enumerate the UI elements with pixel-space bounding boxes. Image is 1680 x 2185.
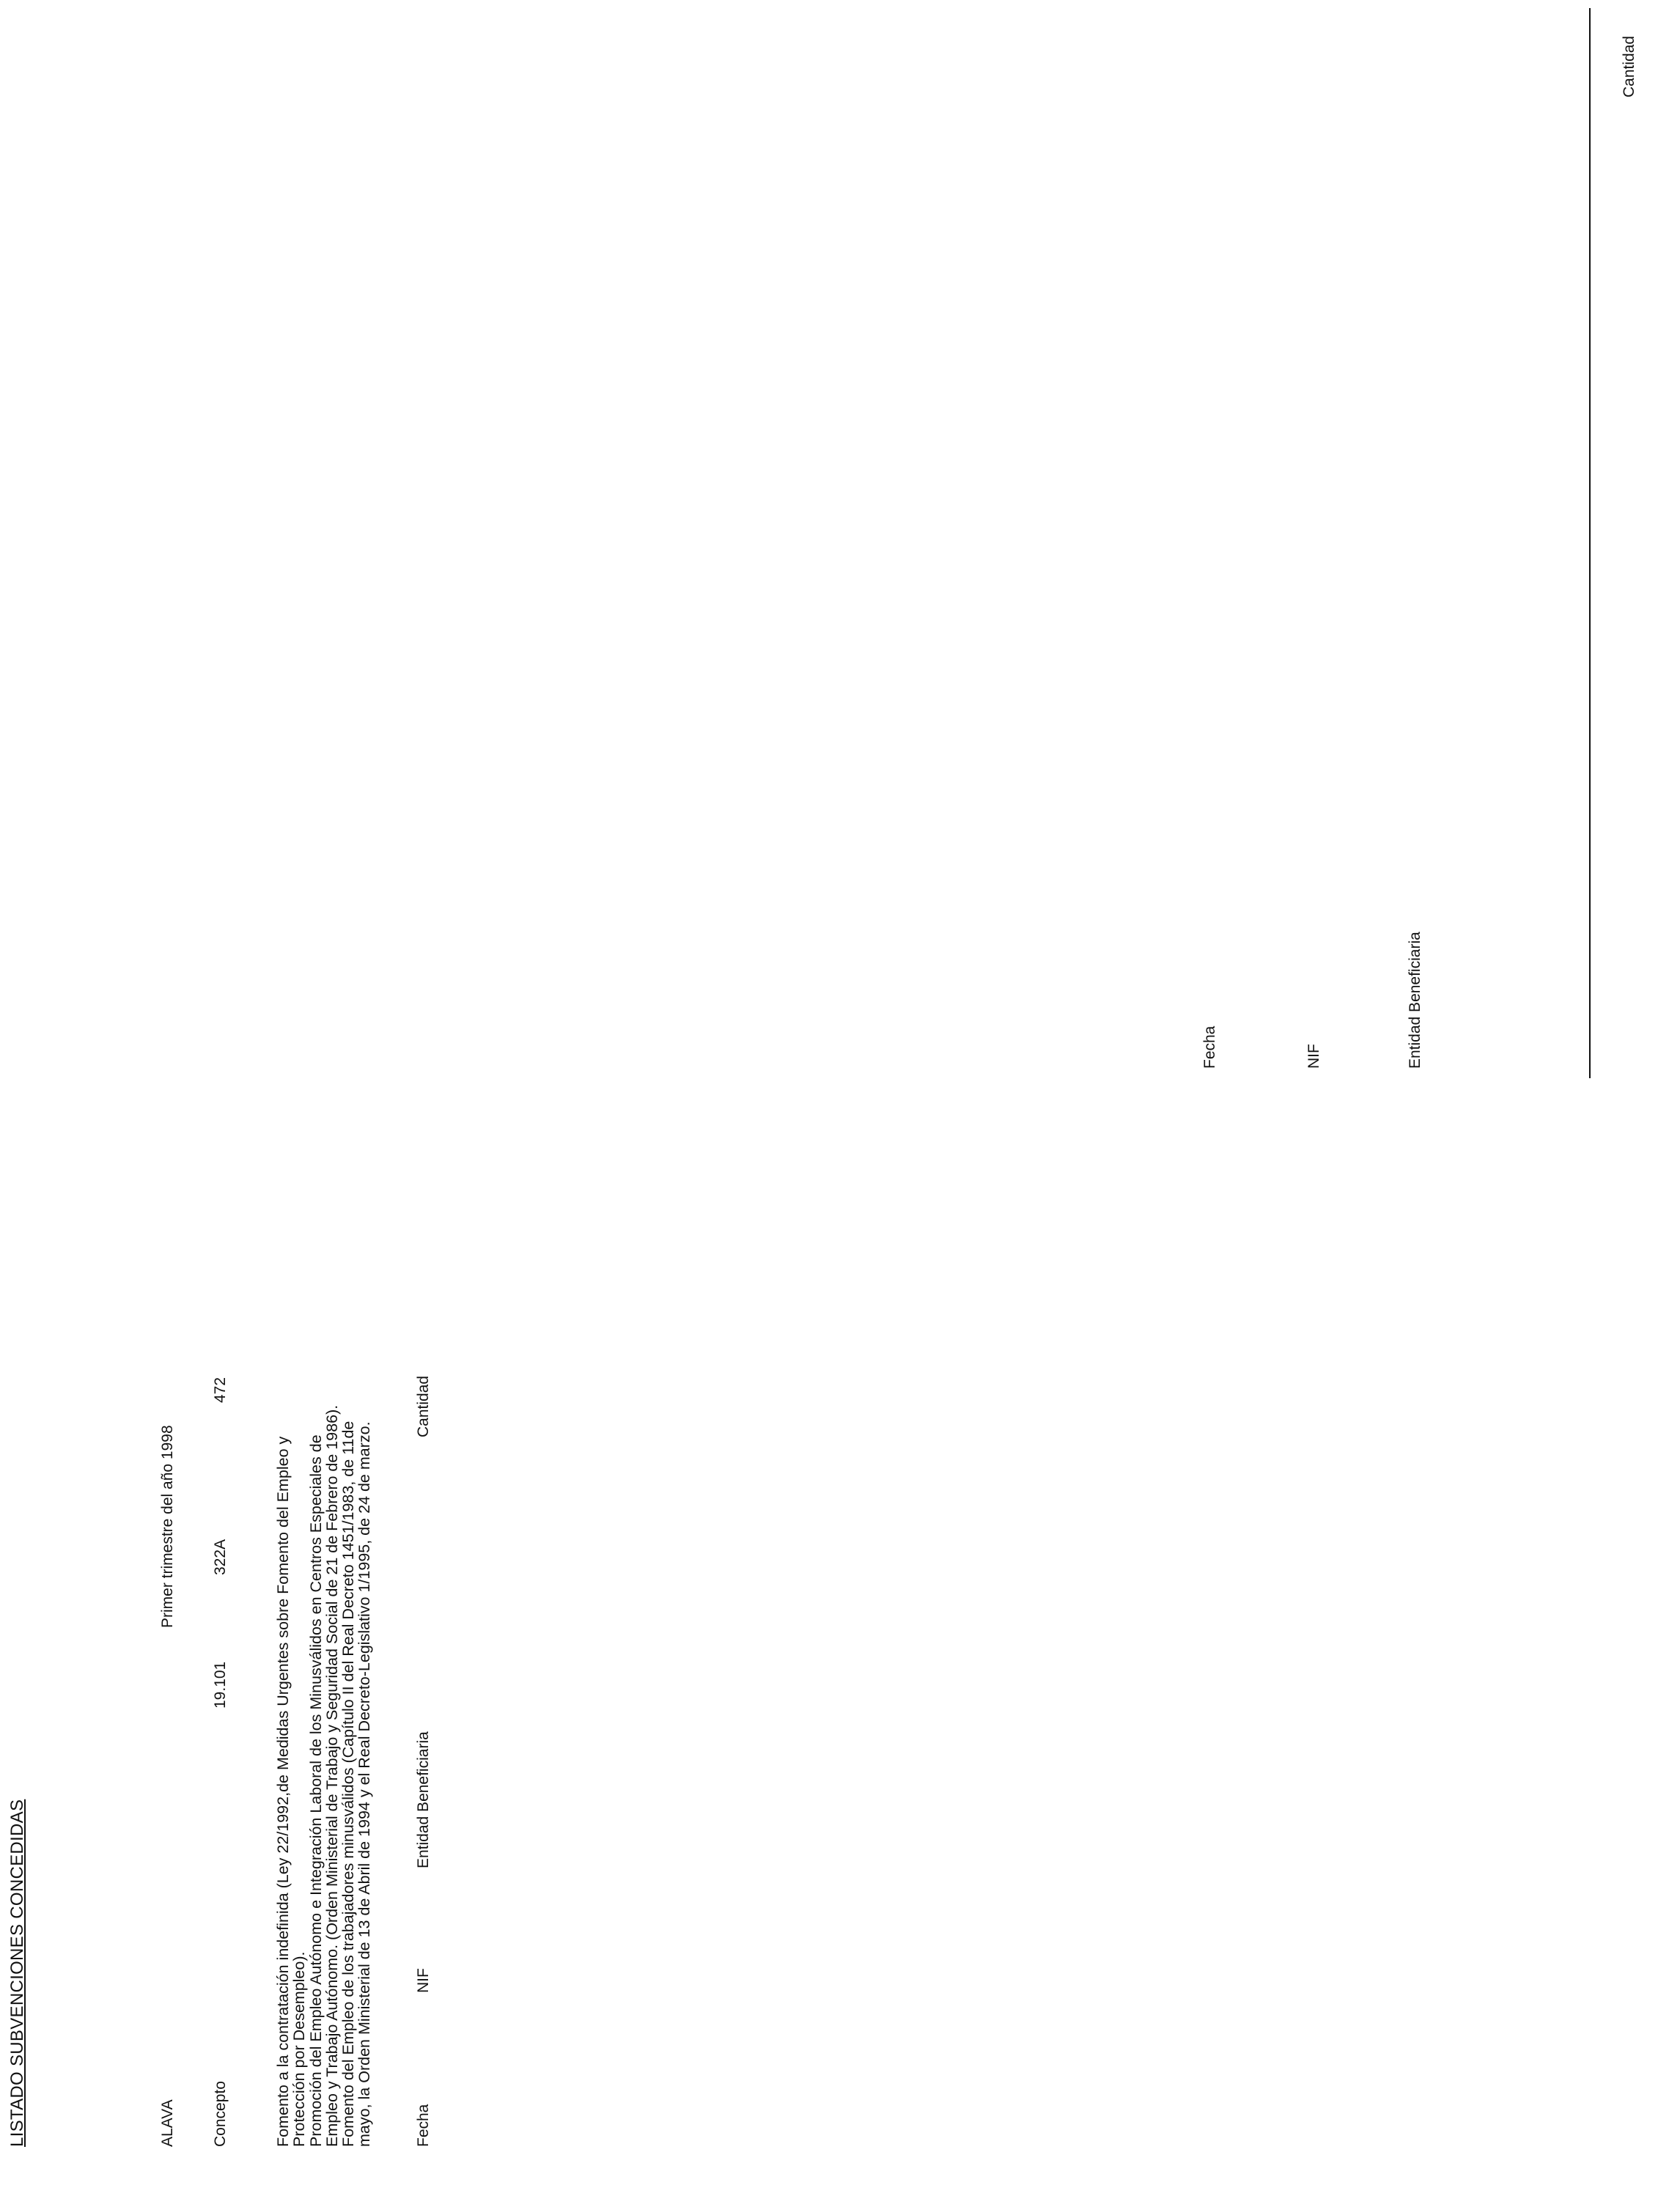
col-header-nif-left: NIF [415, 1968, 432, 1993]
col-header-cantidad-left: Cantidad [415, 1375, 432, 1437]
concepto-code-left-2: 322A [212, 1539, 229, 1575]
description-line: mayo, la Orden Ministerial de 13 de Abril de 1994 y el Real Decreto-Legislativo 1/1995, de 24 de marzo. [355, 1421, 374, 2147]
col-header-entidad-left: Entidad Beneficiaria [415, 1731, 432, 1868]
concepto-code-left-3: 472 [212, 1377, 229, 1403]
document-title: LISTADO SUBVENCIONES CONCEDIDAS [7, 1799, 27, 2147]
description-line: Promoción del Empleo Autónomo e Integración Laboral de los Minusválidos en Centros Especiales de [306, 1434, 325, 2147]
col-header-cantidad-right1: Cantidad [1621, 35, 1637, 97]
concepto-code-left-1: 19.101 [212, 1661, 229, 1709]
description-line: Fomento a la contratación indefinida (Ley 22/1992,de Medidas Urgentes sobre Fomento del Empleo y [274, 1436, 292, 2147]
col-header-entidad-right1: Entidad Beneficiaria [1407, 932, 1423, 1069]
col-header-fecha-left: Fecha [415, 2104, 432, 2147]
col-header-nif-right1: NIF [1305, 1044, 1322, 1069]
period-label: Primer trimestre del año 1998 [159, 1425, 176, 1628]
col-header-fecha-right1: Fecha [1201, 1025, 1218, 1069]
concepto-description-left [275, 1405, 373, 2147]
section-divider [1589, 8, 1591, 1078]
province-label: ALAVA [159, 2099, 176, 2147]
description-line: Protección por Desempleo). [290, 1951, 309, 2147]
description-line: Empleo y Trabajo Autónomo. (Orden Ministerial de Trabajo y Seguridad Social de 21 de Febrero de 1986). [323, 1404, 341, 2147]
concepto-label-left: Concepto [212, 2081, 229, 2147]
description-line: Fomento del Empleo de los trabajadores minusválidos (Capítulo II del Real Decreto 1451/1983, de 11de [339, 1421, 358, 2147]
